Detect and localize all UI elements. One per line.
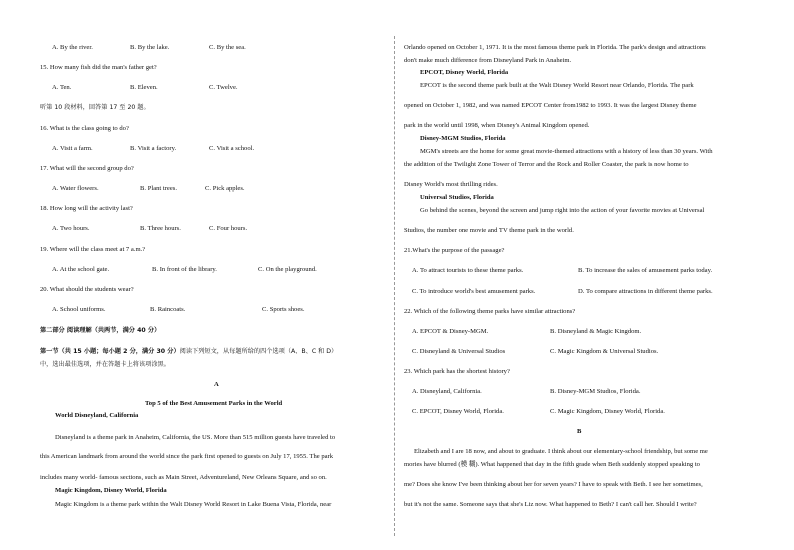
q19-option-b: B. In front of the library. (152, 266, 217, 273)
section-one-instruction-line2: 中，选出最佳选项，并在答题卡上将该项涂黑。 (40, 361, 170, 368)
q20-option-a: A. School uniforms. (52, 306, 106, 313)
disneyland-california-text-1: Disneyland is a theme park in Anaheim, California, the US. More than 515 million guests have traveled to (55, 434, 336, 441)
section-one-heading: 第一节（共 15 小题；每小题 2 分，满分 30 分） (40, 348, 180, 355)
column-divider (394, 36, 395, 536)
universal-heading: Universal Studios, Florida (420, 194, 494, 201)
magic-kingdom-text-1: Magic Kingdom is a theme park within the Walt Disney World Resort in Lake Buena Vista, Florida, near (55, 501, 332, 508)
q21-option-b: B. To increase the sales of amusement parks today. (578, 267, 713, 274)
mgm-heading: Disney-MGM Studios, Florida (420, 135, 506, 142)
passage-b-text-4: but it's not the same. Someone says that she's Liz now. What happened to Beth? I can't call her. Should I write? (404, 501, 697, 508)
q23-option-b: B. Disney-MGM Studios, Florida. (550, 388, 641, 395)
question-22: 22. Which of the following theme parks have similar attractions? (404, 308, 576, 315)
q21-option-a: A. To attract tourists to these theme parks. (412, 267, 524, 274)
epcot-heading: EPCOT, Disney World, Florida (420, 69, 509, 76)
mgm-text-2: the addition of the Twilight Zone Tower of Terror and the Rock and Roller Coaster, the park is now home to (404, 161, 689, 168)
question-15: 15. How many fish did the man's father get? (40, 64, 157, 71)
passage-a-title: Top 5 of the Best Amusement Parks in the World (145, 400, 283, 407)
q18-option-c: C. Four hours. (209, 225, 248, 232)
q15-option-a: A. Ten. (52, 84, 72, 91)
q19-option-a: A. At the school gate. (52, 266, 110, 273)
q19-option-c: C. On the playground. (258, 266, 317, 273)
magic-kingdom-text-3: don't make much difference from Disneyland Park in Anaheim. (404, 57, 572, 64)
magic-kingdom-text-2: Orlando opened on October 1, 1971. It is the most famous theme park in Florida. The park's design and attractions (404, 44, 706, 51)
q16-option-a: A. Visit a farm. (52, 145, 93, 152)
section-one-instruction (40, 348, 337, 356)
passage-b-text-2: mories have blurred (模 糊). What happened that day in the fifth grade when Beth suddenly stopped speaking to (404, 461, 700, 468)
listening-instruction: 听第 10 段材料，回答第 17 至 20 题。 (40, 104, 150, 111)
q22-option-a: A. EPCOT & Disney-MGM. (412, 328, 489, 335)
q18-option-a: A. Two hours. (52, 225, 90, 232)
question-18: 18. How long will the activity last? (40, 205, 133, 212)
q23-option-d: C. Magic Kingdom, Disney World, Florida. (550, 408, 665, 415)
question-17: 17. What will the second group do? (40, 165, 134, 172)
q21-option-c: C. To introduce world's best amusement parks. (412, 288, 536, 295)
q16-option-c: C. Visit a school. (209, 145, 255, 152)
question-21: 21.What's the purpose of the passage? (404, 247, 505, 254)
q22-option-d: C. Magic Kingdom & Universal Studios. (550, 348, 659, 355)
q22-option-c: C. Disneyland & Universal Studios (412, 348, 506, 355)
q21-option-d: D. To compare attractions in different theme parks. (578, 288, 713, 295)
part-two-heading: 第二部分 阅读理解（共两节，满分 40 分） (40, 327, 161, 334)
q18-option-b: B. Three hours. (140, 225, 181, 232)
q17-option-a: A. Water flowers. (52, 185, 99, 192)
q15-option-c: C. Twelve. (209, 84, 238, 91)
passage-b-label: B (577, 428, 582, 435)
q14-option-a: A. By the river. (52, 44, 93, 51)
passage-b-text-3: me? Does she know I've been thinking about her for seven years? I have to speak with Beth. I see her sometimes, (404, 481, 703, 488)
q22-option-b: B. Disneyland & Magic Kingdom. (550, 328, 642, 335)
section-one-instruction-text: 阅读下列短文，从每题所给的四个选项（A、B、C 和 D） (179, 348, 338, 355)
q23-option-a: A. Disneyland, California. (412, 388, 482, 395)
passage-a-label: A (214, 381, 219, 388)
universal-text-1: Go behind the scenes, beyond the screen and jump right into the action of your favorite movies at Universal (420, 207, 705, 214)
disneyland-california-heading: World Disneyland, California (55, 412, 139, 419)
universal-text-2: Studios, the number one movie and TV theme park in the world. (404, 227, 574, 234)
q14-option-b: B. By the lake. (130, 44, 170, 51)
epcot-text-3: park in the world until 1998, when Disney's Animal Kingdom opened. (404, 122, 590, 129)
passage-b-text-1: Elizabeth and I are 18 now, and about to graduate. I think about our elementary-school friendship, but some me (414, 448, 708, 455)
q17-option-c: C. Pick apples. (205, 185, 245, 192)
q14-option-c: C. By the sea. (209, 44, 246, 51)
disneyland-california-text-2: this American landmark from around the world since the park first opened to guests on July 17, 1955. The park (40, 453, 334, 460)
q16-option-b: B. Visit a factory. (130, 145, 177, 152)
magic-kingdom-heading: Magic Kingdom, Disney World, Florida (55, 487, 167, 494)
question-23: 23. Which park has the shortest history? (404, 368, 510, 375)
q15-option-b: B. Eleven. (130, 84, 158, 91)
q17-option-b: B. Plant trees. (140, 185, 177, 192)
epcot-text-1: EPCOT is the second theme park built at the Walt Disney World Resort near Orlando, Florida. The park (420, 82, 694, 89)
disneyland-california-text-3: includes many world- famous sections, such as Main Street, Adventureland, New Orleans Square, and so on. (40, 474, 327, 481)
question-20: 20. What should the students wear? (40, 286, 134, 293)
question-19: 19. Where will the class meet at 7 a.m.? (40, 246, 146, 253)
epcot-text-2: opened on October 1, 1982, and was named EPCOT Center from1982 to 1993. It was the largest Disney theme (404, 102, 697, 109)
mgm-text-3: Disney World's most thrilling rides. (404, 181, 498, 188)
q23-option-c: C. EPCOT, Disney World, Florida. (412, 408, 504, 415)
mgm-text-1: MGM's streets are the home for some great movie-themed attractions with a history of less than 30 years. With (420, 148, 713, 155)
question-16: 16. What is the class going to do? (40, 125, 129, 132)
q20-option-b: B. Raincoats. (150, 306, 186, 313)
q20-option-c: C. Sports shoes. (262, 306, 305, 313)
